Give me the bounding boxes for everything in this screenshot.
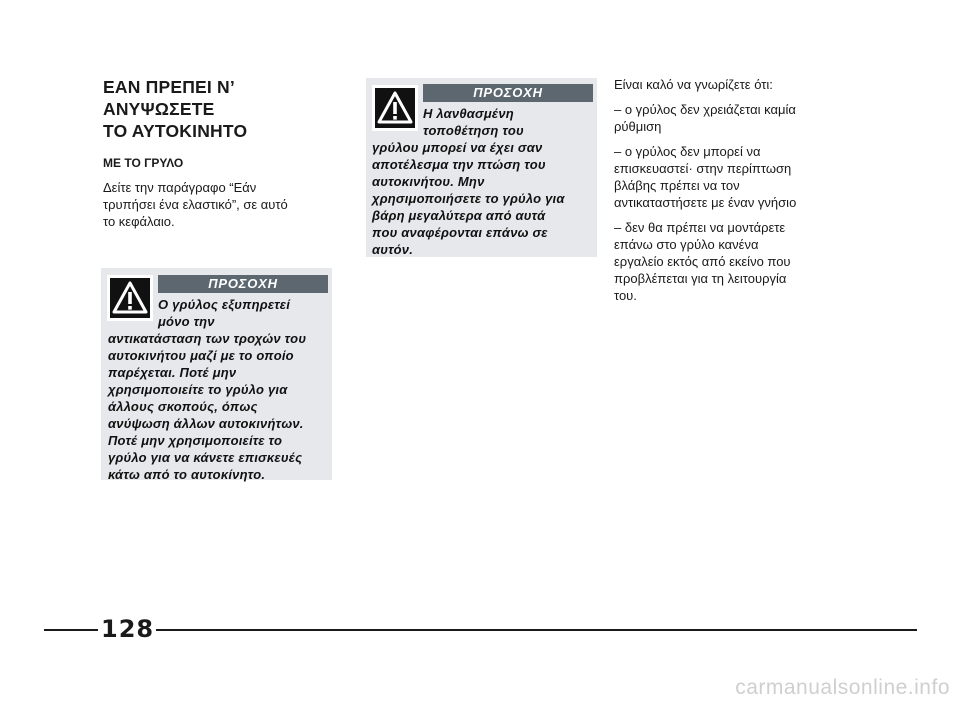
note-paragraph xyxy=(614,76,854,93)
warning-line: άλλους σκοπούς, όπως xyxy=(108,399,258,414)
title-line: ΑΝΥΨΩΣΕΤΕ xyxy=(103,99,215,119)
warning-line: μόνο την xyxy=(158,314,215,329)
note-line: επισκευαστεί· στην περίπτωση xyxy=(614,161,792,176)
warning-text xyxy=(158,296,290,330)
note-paragraph xyxy=(614,143,854,211)
warning-line: αυτόν. xyxy=(372,242,414,257)
note-line: Είναι καλό να γνωρίζετε ότι: xyxy=(614,77,773,92)
footer-rule-left xyxy=(44,629,98,631)
warning-line: χρησιμοποιείτε το γρύλο για xyxy=(108,382,288,397)
warning-box-left xyxy=(101,268,332,480)
note-line: – ο γρύλος δεν μπορεί να xyxy=(614,144,761,159)
warning-label: ΠΡΟΣΟΧΗ xyxy=(158,275,328,293)
warning-line: κάτω από το αυτοκίνητο. xyxy=(108,467,266,482)
warning-text xyxy=(423,105,524,139)
note-line: εργαλείο εκτός από εκείνο που xyxy=(614,254,791,269)
warning-line: τοποθέτηση του xyxy=(423,123,524,138)
section-title xyxy=(103,76,333,142)
warning-line: Η λανθασμένη xyxy=(423,106,514,121)
note-line: – ο γρύλος δεν χρειάζεται καμία xyxy=(614,102,796,117)
warning-line: βάρη μεγαλύτερα από αυτά xyxy=(372,208,546,223)
note-line: προβλέπεται για τη λειτουργία xyxy=(614,271,787,286)
note-line: βλάβης πρέπει να τον xyxy=(614,178,740,193)
warning-line: γρύλο για να κάνετε επισκευές xyxy=(108,450,303,465)
intro-paragraph xyxy=(103,179,333,230)
title-line: ΕΑΝ ΠΡΕΠΕΙ Ν’ xyxy=(103,77,235,97)
section-header xyxy=(103,76,333,230)
warning-triangle-icon xyxy=(372,85,418,131)
warning-line: παρέχεται. Ποτέ μην xyxy=(108,365,237,380)
warning-text-wide xyxy=(108,330,306,483)
page-number: 128 xyxy=(101,615,155,643)
warning-line: γρύλου μπορεί να έχει σαν xyxy=(372,140,543,155)
warning-triangle-icon xyxy=(107,275,153,321)
note-line: επάνω στο γρύλο κανένα xyxy=(614,237,759,252)
warning-line: που αναφέρονται επάνω σε xyxy=(372,225,548,240)
footer-rule-right xyxy=(156,629,917,631)
warning-label: ΠΡΟΣΟΧΗ xyxy=(423,84,593,102)
warning-line: αντικατάσταση των τροχών του xyxy=(108,331,307,346)
warning-box-middle xyxy=(366,78,597,257)
warning-text-wide xyxy=(372,139,565,258)
note-line: του. xyxy=(614,288,637,303)
warning-line: αυτοκινήτου. Μην xyxy=(372,174,485,189)
warning-line: Ποτέ μην χρησιμοποιείτε το xyxy=(108,433,283,448)
intro-line: το κεφάλαιο. xyxy=(103,214,175,229)
section-subtitle: ΜΕ ΤΟ ΓΡΥΛΟ xyxy=(103,156,184,170)
warning-line: αποτέλεσμα την πτώση του xyxy=(372,157,546,172)
note-paragraph xyxy=(614,219,854,304)
warning-line: χρησιμοποιήσετε το γρύλο για xyxy=(372,191,565,206)
warning-line: ανύψωση άλλων αυτοκινήτων. xyxy=(108,416,304,431)
warning-line: Ο γρύλος εξυπηρετεί xyxy=(158,297,291,312)
warning-line: αυτοκινήτου μαζί με το οποίο xyxy=(108,348,294,363)
notes-column xyxy=(614,76,854,312)
watermark: carmanualsonline.info xyxy=(735,676,950,699)
note-line: ρύθμιση xyxy=(614,119,662,134)
note-paragraph xyxy=(614,101,854,135)
intro-line: τρυπήσει ένα ελαστικό”, σε αυτό xyxy=(103,197,288,212)
title-line: ΤΟ ΑΥΤΟΚΙΝΗΤΟ xyxy=(103,121,248,141)
note-line: – δεν θα πρέπει να μοντάρετε xyxy=(614,220,786,235)
intro-line: Δείτε την παράγραφο “Εάν xyxy=(103,180,257,195)
note-line: αντικαταστήσετε με έναν γνήσιο xyxy=(614,195,797,210)
